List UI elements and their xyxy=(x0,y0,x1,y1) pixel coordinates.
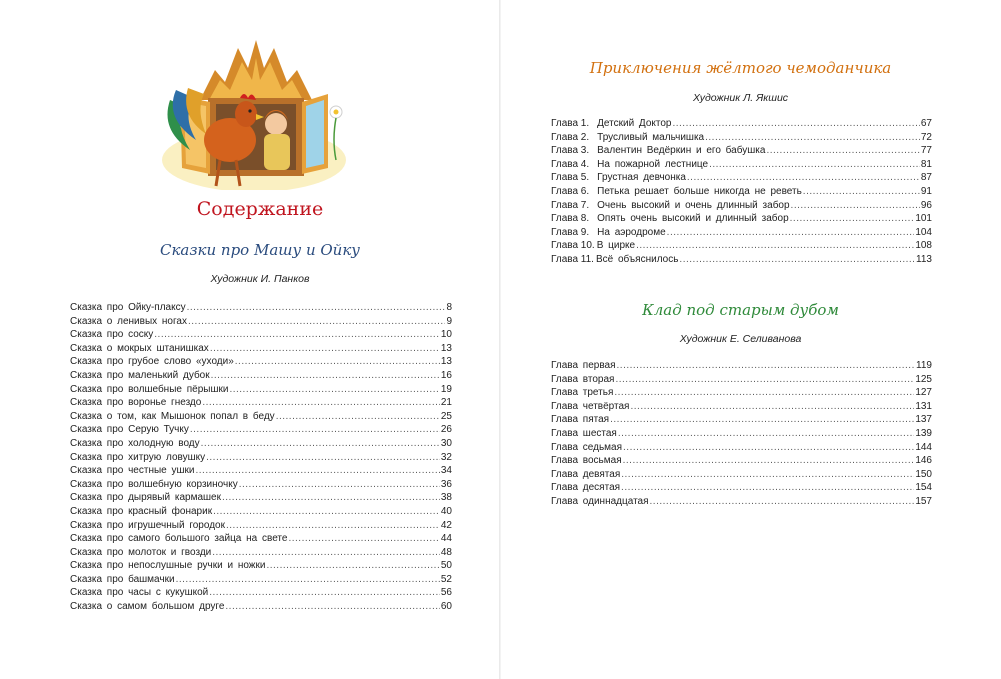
toc-entry[interactable]: Сказка про честные ушки ..... 34 xyxy=(70,464,452,478)
artist-credit-pankov: Художник И. Панков xyxy=(210,273,310,285)
toc-entry[interactable]: Глава 10. В цирке ..... 108 xyxy=(551,239,932,253)
toc-list-treasure-oak xyxy=(551,359,932,509)
toc-entry[interactable]: Сказка про башмачки ..... 52 xyxy=(70,573,452,587)
toc-entry[interactable]: Сказка про волшебные пёрышки ..... 19 xyxy=(70,383,452,397)
toc-entry[interactable]: Сказка о самом большом друге ..... 60 xyxy=(70,600,452,614)
toc-entry[interactable]: Сказка про хитрую ловушку ..... 32 xyxy=(70,451,452,465)
toc-entry[interactable]: Глава первая ..... 119 xyxy=(551,359,932,373)
toc-entry[interactable]: Сказка о мокрых штанишках ..... 13 xyxy=(70,342,452,356)
section-title-treasure-oak: Клад под старым дубом xyxy=(642,301,839,319)
toc-entry[interactable]: Сказка про дырявый кармашек ..... 38 xyxy=(70,491,452,505)
artist-credit-selivanova: Художник Е. Селиванова xyxy=(679,333,802,345)
toc-entry[interactable]: Сказка про маленький дубок ..... 16 xyxy=(70,369,452,383)
artist-credit-yakshis: Художник Л. Якшис xyxy=(692,92,789,104)
toc-entry[interactable]: Глава третья ..... 127 xyxy=(551,386,932,400)
contents-title: Содержание xyxy=(196,198,324,220)
toc-entry[interactable]: Сказка про непослушные ручки и ножки ..... 50 xyxy=(70,559,452,573)
toc-entry[interactable]: Глава 8. Опять очень высокий и длинный забор ..... 101 xyxy=(551,212,932,226)
toc-entry[interactable]: Глава 9. На аэродроме ..... 104 xyxy=(551,226,932,240)
toc-entry[interactable]: Глава 7. Очень высокий и очень длинный забор ..... 96 xyxy=(551,199,932,213)
toc-entry[interactable]: Сказка про воронье гнездо ..... 21 xyxy=(70,396,452,410)
toc-entry[interactable]: Глава десятая ..... 154 xyxy=(551,481,932,495)
toc-entry[interactable]: Глава шестая ..... 139 xyxy=(551,427,932,441)
toc-entry[interactable]: Сказка про красный фонарик ..... 40 xyxy=(70,505,452,519)
toc-entry[interactable]: Глава 5. Грустная девчонка ..... 87 xyxy=(551,171,932,185)
section-title-masha-oika: Сказки про Машу и Ойку xyxy=(159,241,361,259)
toc-entry[interactable]: Глава одиннадцатая ..... 157 xyxy=(551,495,932,509)
section-title-yellow-suitcase: Приключения жёлтого чемоданчика xyxy=(589,59,892,77)
toc-entry[interactable]: Глава 1. Детский Доктор ..... 67 xyxy=(551,117,932,131)
toc-entry[interactable]: Сказка про холодную воду ..... 30 xyxy=(70,437,452,451)
toc-entry[interactable]: Сказка про грубое слово «уходи» ..... 13 xyxy=(70,355,452,369)
toc-entry[interactable]: Глава вторая ..... 125 xyxy=(551,373,932,387)
toc-entry[interactable]: Глава восьмая ..... 146 xyxy=(551,454,932,468)
toc-entry[interactable]: Глава девятая ..... 150 xyxy=(551,468,932,482)
toc-list-yellow-suitcase xyxy=(551,117,932,267)
toc-entry[interactable]: Сказка про часы с кукушкой ..... 56 xyxy=(70,586,452,600)
toc-entry[interactable]: Сказка про Ойку-плаксу ..... 8 xyxy=(70,301,452,315)
toc-entry[interactable]: Сказка про молоток и гвозди ..... 48 xyxy=(70,546,452,560)
toc-entry[interactable]: Глава пятая ..... 137 xyxy=(551,413,932,427)
toc-entry[interactable]: Сказка про Серую Тучку ..... 26 xyxy=(70,423,452,437)
toc-entry[interactable]: Глава 6. Петька решает больше никогда не реветь ..... 91 xyxy=(551,185,932,199)
toc-entry[interactable]: Глава 3. Валентин Ведёркин и его бабушка ..... 77 xyxy=(551,144,932,158)
toc-entry[interactable]: Сказка о ленивых ногах ..... 9 xyxy=(70,315,452,329)
toc-entry[interactable]: Глава седьмая ..... 144 xyxy=(551,441,932,455)
toc-entry[interactable]: Глава четвёртая ..... 131 xyxy=(551,400,932,414)
toc-entry[interactable]: Сказка о том, как Мышонок попал в беду ..... 25 xyxy=(70,410,452,424)
toc-list-masha-oika xyxy=(70,301,452,614)
left-page xyxy=(0,0,500,679)
rooster-window-illustration xyxy=(160,40,348,190)
toc-entry[interactable]: Сказка про волшебную корзиночку ..... 36 xyxy=(70,478,452,492)
toc-entry[interactable]: Глава 2. Трусливый мальчишка ..... 72 xyxy=(551,131,932,145)
toc-entry[interactable]: Сказка про игрушечный городок ..... 42 xyxy=(70,519,452,533)
toc-entry[interactable]: Сказка про самого большого зайца на свете ..... 44 xyxy=(70,532,452,546)
toc-entry[interactable]: Глава 11. Всё объяснилось ..... 113 xyxy=(551,253,932,267)
toc-entry[interactable]: Глава 4. На пожарной лестнице ..... 81 xyxy=(551,158,932,172)
toc-entry[interactable]: Сказка про соску ..... 10 xyxy=(70,328,452,342)
